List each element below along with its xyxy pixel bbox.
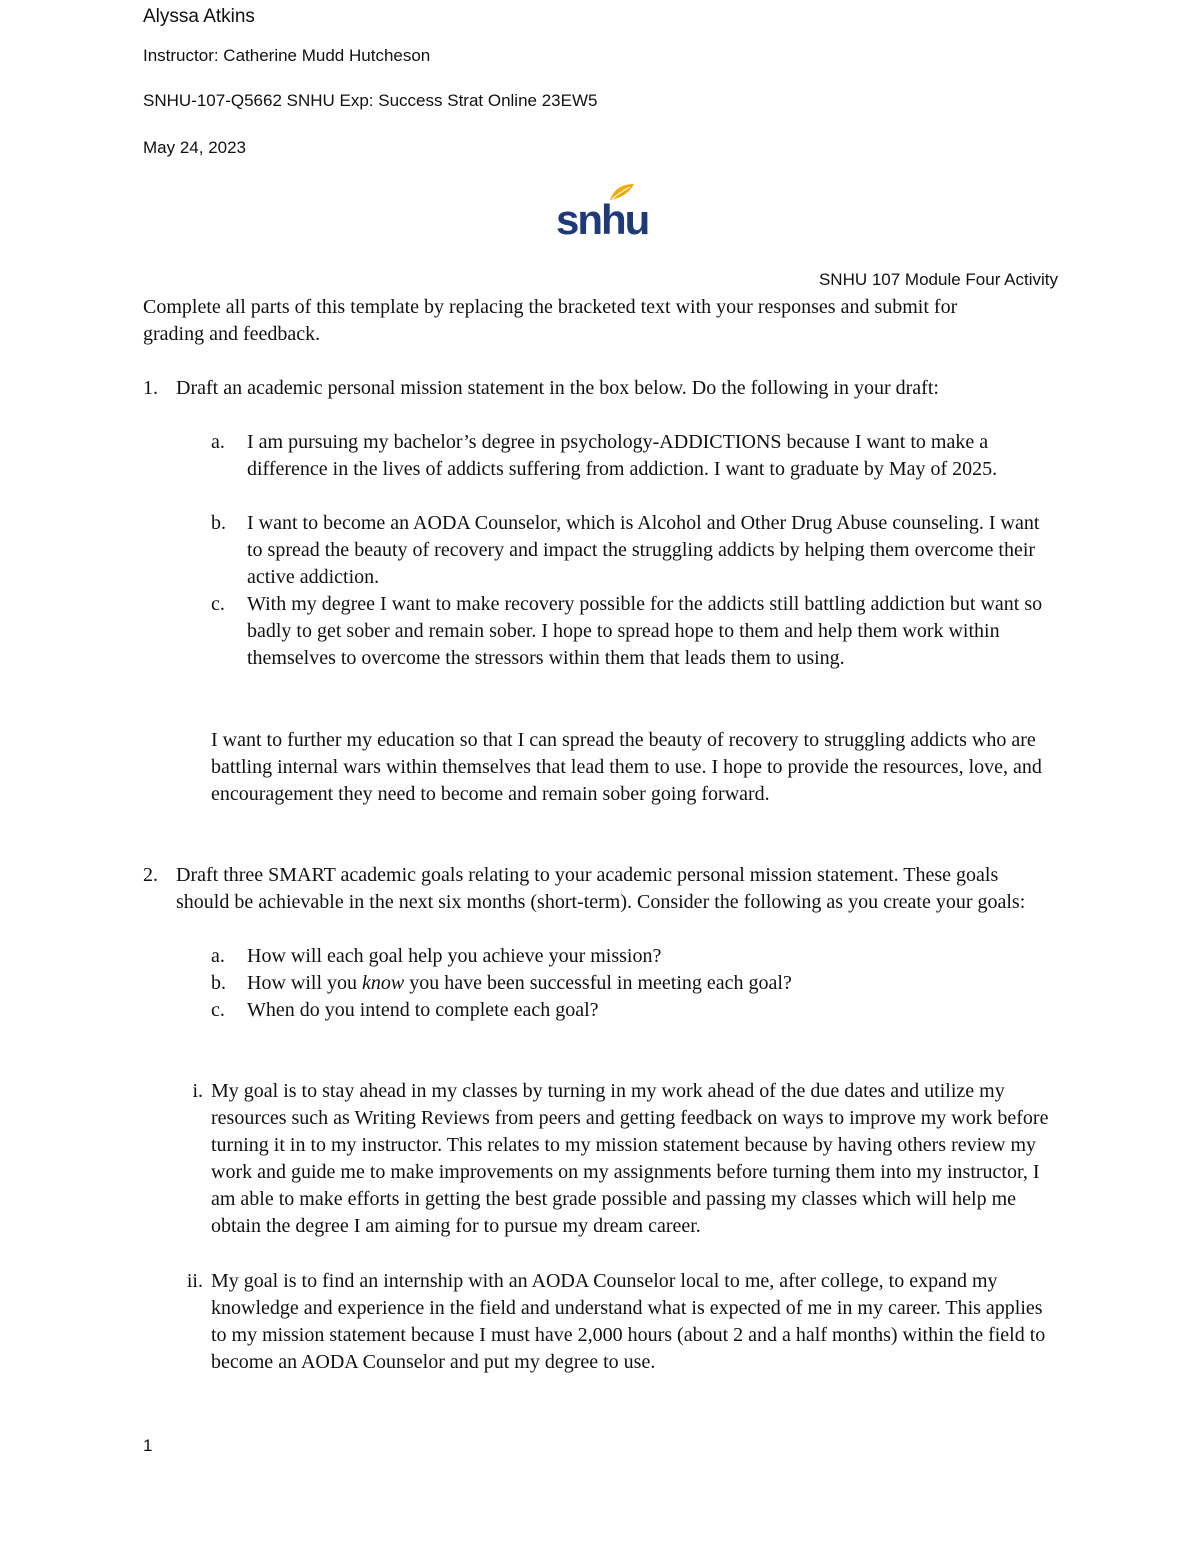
list-letter: a. <box>211 431 225 453</box>
date-line: May 24, 2023 <box>143 138 247 157</box>
question-text: Draft an academic personal mission statement in the box below. Do the following in your draft: <box>176 377 939 399</box>
instructor-line: Instructor: Catherine Mudd Hutcheson <box>143 46 431 65</box>
list-item-text <box>247 970 1059 997</box>
list-letter: c. <box>211 593 225 615</box>
list-item-text: I am pursuing my bachelor’s degree in psychology-ADDICTIONS because I want to make a difference in the lives of addicts suffering from addiction. I want to graduate by May of 2025. <box>247 431 998 480</box>
list-letter: c. <box>211 999 225 1021</box>
goal-numeral: i. <box>192 1080 203 1102</box>
list-item-text: With my degree I want to make recovery possible for the addicts still battling addiction but want so badly to get sober and remain sober. I hope to spread hope to them and help them work within themselves to overcome the stressors within them that leads them to using. <box>247 593 1043 669</box>
question-text: Draft three SMART academic goals relating to your academic personal mission statement. These goals should be achievable in the next six months (short-term). Consider the following as you create your goals: <box>176 864 1026 913</box>
course-line: SNHU-107-Q5662 SNHU Exp: Success Strat Online 23EW5 <box>143 91 598 110</box>
goal-item <box>143 1078 1063 1268</box>
mission-statement: I want to further my education so that I can spread the beauty of recovery to struggling addicts who are battling internal wars within themselves that lead them to use. I hope to provide the resources, love, and encouragement they need to become and remain sober going forward. <box>211 729 1042 805</box>
list-letter: b. <box>211 512 226 534</box>
goal-text: My goal is to stay ahead in my classes by turning in my work ahead of the due dates and utilize my resources such as Writing Reviews from peers and getting feedback on ways to improve my work before turning it in to my instructor. This relates to my mission statement because by having others review my work and guide me to make improvements on my assignments before turning them into my instructor, I am able to make efforts in getting the best grade possible and passing my classes which will help me obtain the degree I am aiming for to pursue my dream career. <box>211 1080 1049 1237</box>
goal-item <box>143 1268 1063 1408</box>
emphasis-text: know <box>362 972 405 994</box>
snhu-logo <box>552 182 649 244</box>
text-run: How will you <box>247 972 362 994</box>
question-2 <box>143 862 1063 1032</box>
author-name: Alyssa Atkins <box>143 6 255 27</box>
question-1 <box>143 375 1063 695</box>
goal-text: My goal is to find an internship with an AODA Counselor local to me, after college, to expand my knowledge and experience in the field and understand what is expected of me in my career. This applies to my mission statement because I must have 2,000 hours (about 2 and a half months) within the field to become an AODA Counselor and put my degree to use. <box>211 1270 1046 1373</box>
text-run: you have been successful in meeting each goal? <box>404 972 792 994</box>
page-number: 1 <box>143 1436 153 1455</box>
intro-paragraph: Complete all parts of this template by replacing the bracketed text with your responses and submit for grading and feedback. <box>143 296 958 345</box>
list-item-text: When do you intend to complete each goal? <box>247 999 599 1021</box>
goal-numeral: ii. <box>186 1270 203 1292</box>
list-letter: b. <box>211 972 226 994</box>
question-number: 1. <box>143 377 158 399</box>
list-letter: a. <box>211 945 225 967</box>
list-item-text: How will each goal help you achieve your mission? <box>247 945 662 967</box>
document-title: SNHU 107 Module Four Activity <box>818 270 1058 289</box>
question-number: 2. <box>143 864 158 886</box>
logo-text: snhu <box>556 196 649 243</box>
list-item-text: I want to become an AODA Counselor, which is Alcohol and Other Drug Abuse counseling. I want to spread the beauty of recovery and impact the struggling addicts by helping them overcome their active addiction. <box>247 512 1040 588</box>
